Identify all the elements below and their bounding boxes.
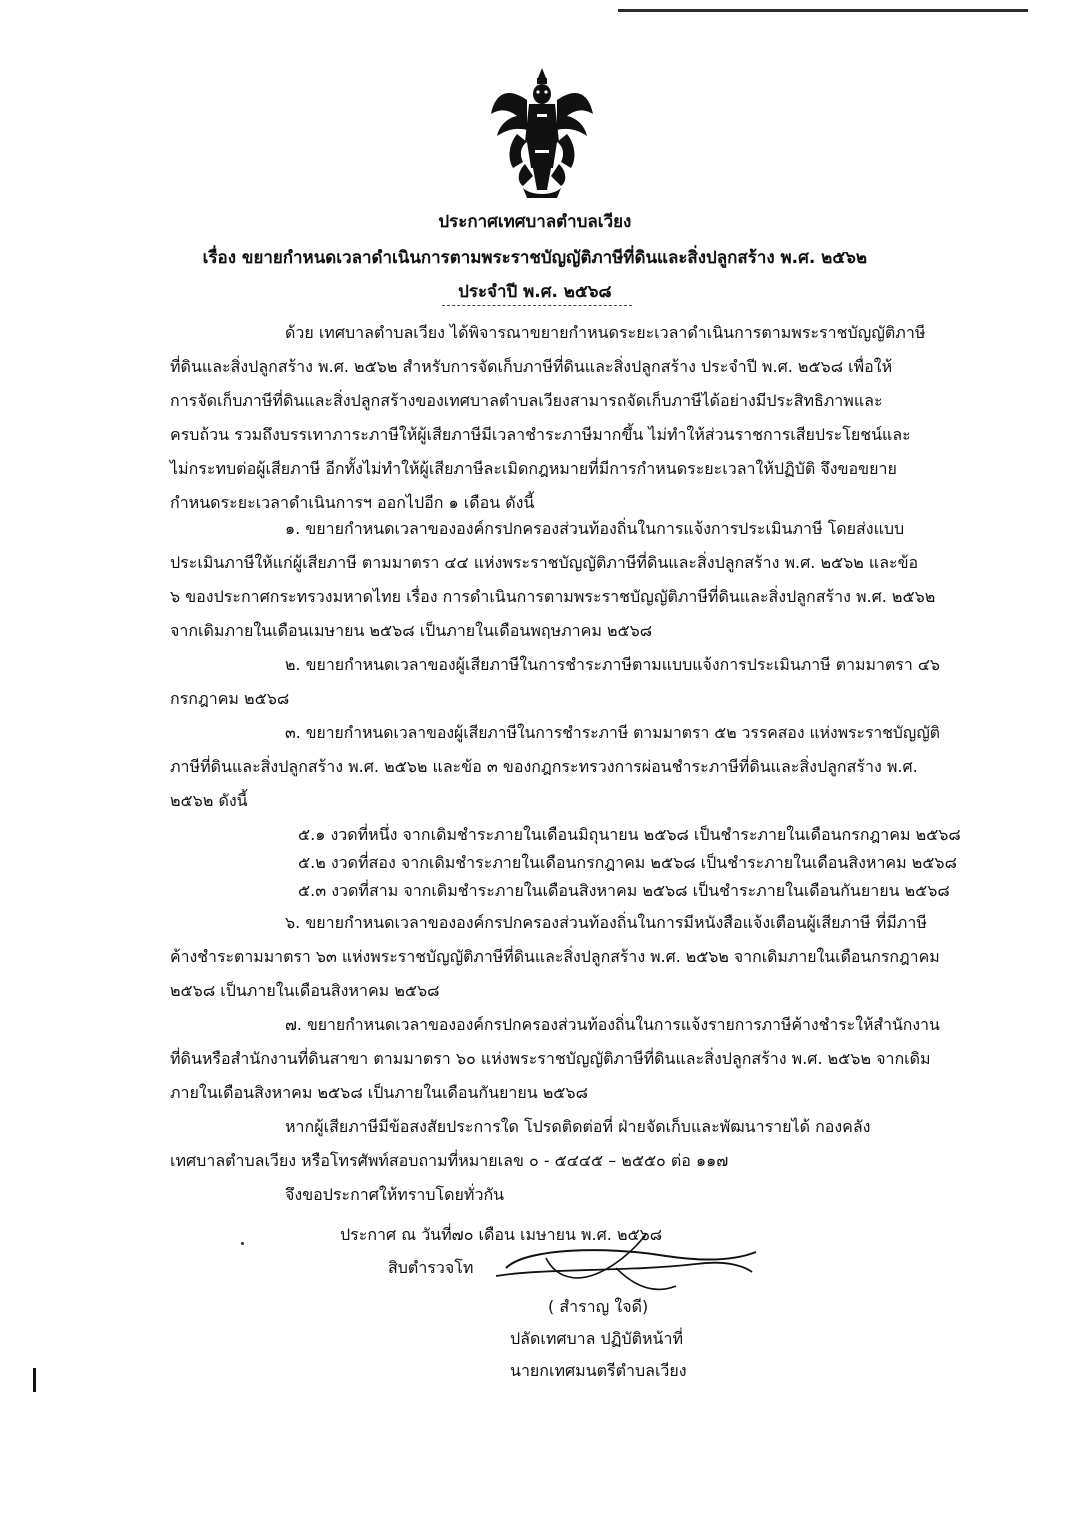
installment-line: ๕.๓ งวดที่สาม จากเดิมชำระภายในเดือนสิงหาคม ๒๕๖๘ เป็นชำระภายในเดือนกันยายน ๒๕๖๘ [298,881,950,900]
installment-line: ๕.๒ งวดที่สอง จากเดิมชำระภายในเดือนกรกฎาคม ๒๕๖๘ เป็นชำระภายในเดือนสิงหาคม ๒๕๖๘ [298,853,957,872]
paragraph-line: ด้วย เทศบาลตำบลเวียง ได้พิจารณาขยายกำหนดระยะเวลาดำเนินการตามพระราชบัญญัติภาษี [285,323,926,342]
signer-position: ปลัดเทศบาล ปฏิบัติหน้าที่ [510,1329,684,1348]
paragraph-line: ที่ดินและสิ่งปลูกสร้าง พ.ศ. ๒๕๖๒ สำหรับการจัดเก็บภาษีที่ดินและสิ่งปลูกสร้าง ประจำปี พ.ศ. ๒๕๖๘ เพื่อให้ [170,357,893,376]
paragraph-line: ๓. ขยายกำหนดเวลาของผู้เสียภาษีในการชำระภาษี ตามมาตรา ๕๒ วรรคสอง แห่งพระราชบัญญัติ [285,723,940,742]
garuda-emblem-icon [487,64,597,202]
paragraph-line: ไม่กระทบต่อผู้เสียภาษี อีกทั้งไม่ทำให้ผู้เสียภาษีละเมิดกฎหมายที่มีการกำหนดระยะเวลาให้ปฏิบัติ จึงขอขยาย [170,459,897,478]
paragraph-line: ๒๕๖๘ เป็นภายในเดือนสิงหาคม ๒๕๖๘ [170,981,440,1000]
paragraph-line: เทศบาลตำบลเวียง หรือโทรศัพท์สอบถามที่หมายเลข ๐ - ๕๔๔๕ – ๒๕๕๐ ต่อ ๑๑๗ [170,1151,729,1170]
header-divider [442,305,632,306]
paragraph-line: ประเมินภาษีให้แก่ผู้เสียภาษี ตามมาตรา ๔๔ แห่งพระราชบัญญัติภาษีที่ดินและสิ่งปลูกสร้าง พ.ศ. ๒๕๖๒ และข้อ [170,553,919,572]
paragraph-line: ครบถ้วน รวมถึงบรรเทาภาระภาษีให้ผู้เสียภาษีมีเวลาชำระภาษีมากขึ้น ไม่ทำให้ส่วนราชการเสียประโยชน์และ [170,425,911,444]
paragraph-line: ๖. ขยายกำหนดเวลาขององค์กรปกครองส่วนท้องถิ่นในการมีหนังสือแจ้งเตือนผู้เสียภาษี ที่มีภาษี [285,913,927,932]
handwritten-signature [486,1228,761,1298]
paragraph-line: ๗. ขยายกำหนดเวลาขององค์กรปกครองส่วนท้องถิ่นในการแจ้งรายการภาษีค้างชำระให้สำนักงาน [285,1015,940,1034]
paragraph-line: ค้างชำระตามมาตรา ๖๓ แห่งพระราชบัญญัติภาษีที่ดินและสิ่งปลูกสร้าง พ.ศ. ๒๕๖๒ จากเดิมภายในเดือนกรกฎาคม [170,947,940,966]
paragraph-line: กรกฎาคม ๒๕๖๘ [170,689,290,708]
paragraph-line: ที่ดินหรือสำนักงานที่ดินสาขา ตามมาตรา ๖๐ แห่งพระราชบัญญัติภาษีที่ดินและสิ่งปลูกสร้าง พ.ศ. ๒๕๖๒ จากเดิม [170,1049,931,1068]
paragraph-line: ๒๕๖๒ ดังนี้ [170,791,248,810]
document-title: ประกาศเทศบาลตำบลเวียง [438,212,632,232]
document-year: ประจำปี พ.ศ. ๒๕๖๘ [458,282,612,302]
paragraph-line: หากผู้เสียภาษีมีข้อสงสัยประการใด โปรดติดต่อที่ ฝ่ายจัดเก็บและพัฒนารายได้ กองคลัง [285,1117,871,1136]
paragraph-line: ๖ ของประกาศกระทรวงมหาดไทย เรื่อง การดำเนินการตามพระราชบัญญัติภาษีที่ดินและสิ่งปลูกสร้าง พ.ศ. ๒๕๖๒ [170,587,936,606]
paragraph-line: กำหนดระยะเวลาดำเนินการฯ ออกไปอีก ๑ เดือน ดังนี้ [170,493,535,512]
closing-line: จึงขอประกาศให้ทราบโดยทั่วกัน [285,1185,505,1204]
paragraph-line: ภายในเดือนสิงหาคม ๒๕๖๘ เป็นภายในเดือนกันยายน ๒๕๖๘ [170,1083,588,1102]
scan-edge-line [618,9,1028,12]
paragraph-line: จากเดิมภายในเดือนเมษายน ๒๕๖๘ เป็นภายในเดือนพฤษภาคม ๒๕๖๘ [170,621,653,640]
document-subject: เรื่อง ขยายกำหนดเวลาดำเนินการตามพระราชบัญญัติภาษีที่ดินและสิ่งปลูกสร้าง พ.ศ. ๒๕๖๒ [202,248,868,268]
installment-line: ๕.๑ งวดที่หนึ่ง จากเดิมชำระภายในเดือนมิถุนายน ๒๕๖๘ เป็นชำระภายในเดือนกรกฎาคม ๒๕๖๘ [298,825,961,844]
signer-name: ( สำราญ ใจดี) [548,1297,649,1316]
signer-rank: สิบตำรวจโท [388,1258,474,1277]
scan-speck [241,1242,244,1245]
paragraph-line: ภาษีที่ดินและสิ่งปลูกสร้าง พ.ศ. ๒๕๖๒ และข้อ ๓ ของกฎกระทรวงการผ่อนชำระภาษีที่ดินและสิ่งปลูกสร้าง พ.ศ. [170,757,918,776]
scan-edge-mark [33,1368,36,1392]
paragraph-line: การจัดเก็บภาษีที่ดินและสิ่งปลูกสร้างของเทศบาลตำบลเวียงสามารถจัดเก็บภาษีได้อย่างมีประสิทธิภาพและ [170,391,883,410]
signer-position-acting: นายกเทศมนตรีตำบลเวียง [510,1361,687,1380]
paragraph-line: ๒. ขยายกำหนดเวลาของผู้เสียภาษีในการชำระภาษีตามแบบแจ้งการประเมินภาษี ตามมาตรา ๔๖ [285,655,940,674]
paragraph-line: ๑. ขยายกำหนดเวลาขององค์กรปกครองส่วนท้องถิ่นในการแจ้งการประเมินภาษี โดยส่งแบบ [285,519,905,538]
announcement-date: ประกาศ ณ วันที่๗๐ เดือน เมษายน พ.ศ. ๒๕๖๘ [340,1225,663,1244]
